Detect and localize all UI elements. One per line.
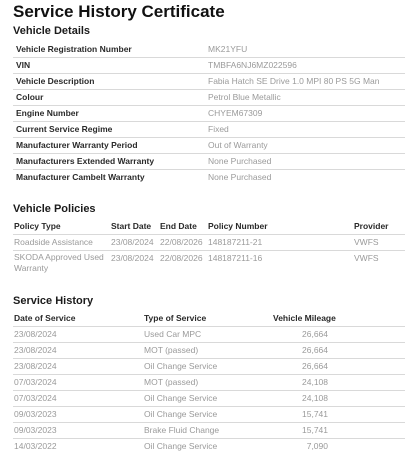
detail-value: CHYEM67309 [208, 108, 263, 118]
service-type: Oil Change Service [144, 409, 218, 419]
column-header: Date of Service [14, 313, 76, 323]
policy-end: 22/08/2026 [160, 237, 203, 247]
detail-row [13, 121, 405, 138]
detail-value: None Purchased [208, 172, 272, 182]
service-mileage: 24,108 [302, 377, 328, 387]
vehicle-details-heading: Vehicle Details [13, 25, 91, 37]
service-type: Oil Change Service [144, 441, 218, 451]
table-row [13, 438, 405, 454]
page-title: Service History Certificate [13, 2, 225, 21]
service-mileage: 26,664 [302, 329, 328, 339]
service-date: 14/03/2022 [14, 441, 57, 451]
policy-number: 148187211-16 [208, 253, 263, 263]
service-mileage: 7,090 [306, 441, 328, 451]
detail-label: Manufacturers Extended Warranty [16, 156, 155, 166]
service-date: 23/08/2024 [14, 329, 57, 339]
detail-value: Out of Warranty [208, 140, 268, 150]
service-date: 23/08/2024 [14, 361, 57, 371]
policy-provider: VWFS [354, 237, 379, 247]
detail-value: None Purchased [208, 156, 272, 166]
policy-provider: VWFS [354, 253, 379, 263]
service-type: MOT (passed) [144, 377, 199, 387]
service-type: Oil Change Service [144, 393, 218, 403]
detail-value: Petrol Blue Metallic [208, 92, 281, 102]
service-mileage: 15,741 [302, 409, 328, 419]
detail-value: TMBFA6NJ6MZ022596 [208, 60, 297, 70]
policy-end: 22/08/2026 [160, 253, 203, 263]
detail-row [13, 41, 405, 58]
table-row [13, 250, 405, 276]
service-date: 09/03/2023 [14, 409, 57, 419]
detail-value: Fixed [208, 124, 229, 134]
service-date: 07/03/2024 [14, 393, 57, 403]
service-mileage: 26,664 [302, 345, 328, 355]
detail-row [13, 169, 405, 185]
service-date: 23/08/2024 [14, 345, 57, 355]
table-row [13, 342, 405, 359]
vehicle-policies-heading: Vehicle Policies [13, 203, 96, 215]
detail-label: Engine Number [16, 108, 79, 118]
detail-label: Manufacturer Warranty Period [16, 140, 138, 150]
detail-row [13, 153, 405, 170]
policy-start: 23/08/2024 [111, 253, 154, 263]
detail-row [13, 105, 405, 122]
service-type: MOT (passed) [144, 345, 199, 355]
service-type: Brake Fluid Change [144, 425, 220, 435]
policy-start: 23/08/2024 [111, 237, 154, 247]
column-header: Policy Type [14, 221, 61, 231]
column-header: Start Date [111, 221, 152, 231]
service-history-heading: Service History [13, 295, 94, 307]
detail-value: Fabia Hatch SE Drive 1.0 MPI 80 PS 5G Man [208, 76, 380, 86]
detail-label: VIN [16, 60, 31, 70]
policies-header-row [13, 218, 405, 235]
service-mileage: 26,664 [302, 361, 328, 371]
detail-label: Current Service Regime [16, 124, 113, 134]
policy-number: 148187211-21 [208, 237, 263, 247]
detail-value: MK21YFU [208, 44, 248, 54]
service-type: Used Car MPC [144, 329, 202, 339]
policy-type: Roadside Assistance [14, 237, 93, 247]
history-header-row [13, 310, 405, 327]
service-mileage: 24,108 [302, 393, 328, 403]
service-mileage: 15,741 [302, 425, 328, 435]
column-header: Vehicle Mileage [273, 313, 336, 323]
policy-type: SKODA Approved Used Warranty [14, 252, 104, 273]
detail-row [13, 89, 405, 106]
column-header: Provider [354, 221, 389, 231]
detail-row [13, 57, 405, 74]
service-type: Oil Change Service [144, 361, 218, 371]
column-header: Policy Number [208, 221, 268, 231]
service-date: 09/03/2023 [14, 425, 57, 435]
detail-label: Colour [16, 92, 44, 102]
table-row [13, 234, 405, 251]
detail-label: Manufacturer Cambelt Warranty [16, 172, 145, 182]
detail-row [13, 137, 405, 154]
table-row [13, 406, 405, 423]
table-row [13, 374, 405, 391]
column-header: End Date [160, 221, 197, 231]
service-date: 07/03/2024 [14, 377, 57, 387]
column-header: Type of Service [144, 313, 207, 323]
table-row [13, 422, 405, 439]
detail-label: Vehicle Description [16, 76, 95, 86]
table-row [13, 358, 405, 375]
detail-label: Vehicle Registration Number [16, 44, 132, 54]
table-row [13, 326, 405, 343]
table-row [13, 390, 405, 407]
detail-row [13, 73, 405, 90]
